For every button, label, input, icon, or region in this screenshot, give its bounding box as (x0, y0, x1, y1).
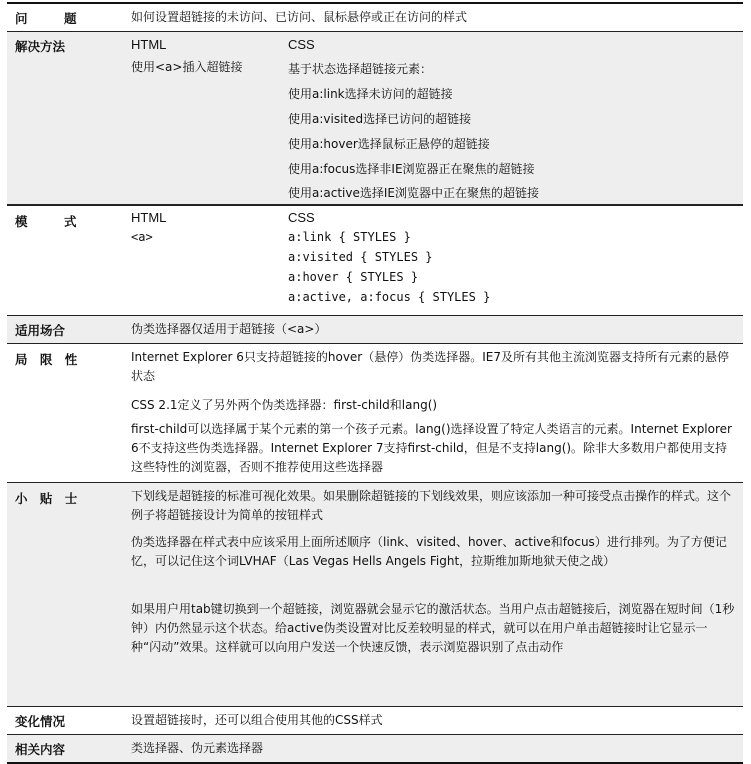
pattern-css-code-line: a:visited { STYLES } (288, 250, 433, 264)
row-pattern (7, 205, 743, 316)
row-label-problem: 问 题 (15, 11, 89, 26)
limitations-paragraph: Internet Explorer 6只支持超链接的hover（悬停）伪类选择器。IE7及所有其他主流浏览器支持所有元素的悬停状态 (131, 350, 729, 383)
solution-html-header: HTML (131, 37, 167, 52)
row-label-limitations: 局 限 性 (15, 352, 82, 367)
tips-paragraph: 下划线是超链接的标准可视化效果。如果删除超链接的下划线效果，则应该添加一种可接受点击操作的样式。这个例子将超链接设计为简单的按钮样式 (131, 489, 732, 522)
solution-css-line: 使用a:link选择未访问的超链接 (288, 87, 453, 101)
row-limitations (7, 344, 743, 483)
row-related (7, 735, 743, 764)
row-label-applicable: 适用场合 (15, 323, 66, 338)
row-variations (7, 707, 743, 735)
related-text: 类选择器、伪元素选择器 (131, 741, 264, 755)
row-label-related: 相关内容 (15, 742, 66, 757)
solution-css-line: 使用a:hover选择鼠标正悬停的超链接 (288, 137, 490, 151)
pattern-table (7, 2, 743, 764)
tips-paragraph: 伪类选择器在样式表中应该采用上面所述顺序（link、visited、hover、active和focus）进行排列。为了方便记忆，可以记住这个词LVHAF（Las Vegas Hells Angels Fight，拉斯维加斯地狱天使之战） (131, 535, 727, 568)
pattern-css-code-line: a:hover { STYLES } (288, 270, 419, 284)
row-label-tips: 小 贴 士 (15, 491, 82, 506)
pattern-html-header: HTML (131, 210, 167, 225)
row-applicable (7, 316, 743, 344)
solution-html-text: 使用<a>插入超链接 (131, 60, 243, 74)
solution-css-line: 使用a:focus选择非IE浏览器正在聚焦的超链接 (288, 162, 535, 176)
variations-text: 设置超链接时，还可以组合使用其他的CSS样式 (131, 713, 383, 727)
limitations-paragraph: CSS 2.1定义了另外两个伪类选择器：first-child和lang() (131, 398, 438, 412)
problem-text: 如何设置超链接的未访问、已访问、鼠标悬停或正在访问的样式 (131, 10, 468, 24)
row-label-variations: 变化情况 (15, 714, 66, 729)
solution-css-line: 使用a:active选择IE浏览器中正在聚焦的超链接 (288, 186, 539, 200)
limitations-paragraph: first-child可以选择属于某个元素的第一个孩子元素。lang()选择设置了特定人类语言的元素。Internet Explorer 6不支持这些伪类选择器。Internet Explorer 7支持first-child，但是不支持lang()。除非大多数用户都使用支持这些特性的浏览器，否则不推荐使用这些选择器 (131, 422, 732, 474)
row-problem (7, 2, 743, 32)
pattern-css-header: CSS (288, 210, 315, 225)
solution-css-line: 基于状态选择超链接元素： (288, 62, 433, 76)
pattern-html-code: <a> (131, 230, 153, 244)
tips-paragraph: 如果用户用tab键切换到一个超链接，浏览器就会显示它的激活状态。当用户点击超链接后，浏览器在短时间（1秒钟）内仍然显示这个状态。给active伪类设置对比反差较明显的样式，就可以在用户单击超链接时让它显示一种“闪动”效果。这样就可以向用户发送一个快速反馈，表示浏览器识别了点击动作 (131, 602, 735, 654)
applicable-text: 伪类选择器仅适用于超链接（<a>） (131, 322, 327, 336)
row-label-pattern: 模 式 (15, 214, 89, 229)
solution-css-line: 使用a:visited选择已访问的超链接 (288, 112, 472, 126)
pattern-css-code-line: a:active, a:focus { STYLES } (288, 290, 491, 304)
pattern-css-code-line: a:link { STYLES } (288, 230, 411, 244)
solution-css-header: CSS (288, 37, 315, 52)
row-tips (7, 483, 743, 707)
row-label-solution: 解决方法 (15, 39, 66, 54)
row-solution (7, 32, 743, 205)
